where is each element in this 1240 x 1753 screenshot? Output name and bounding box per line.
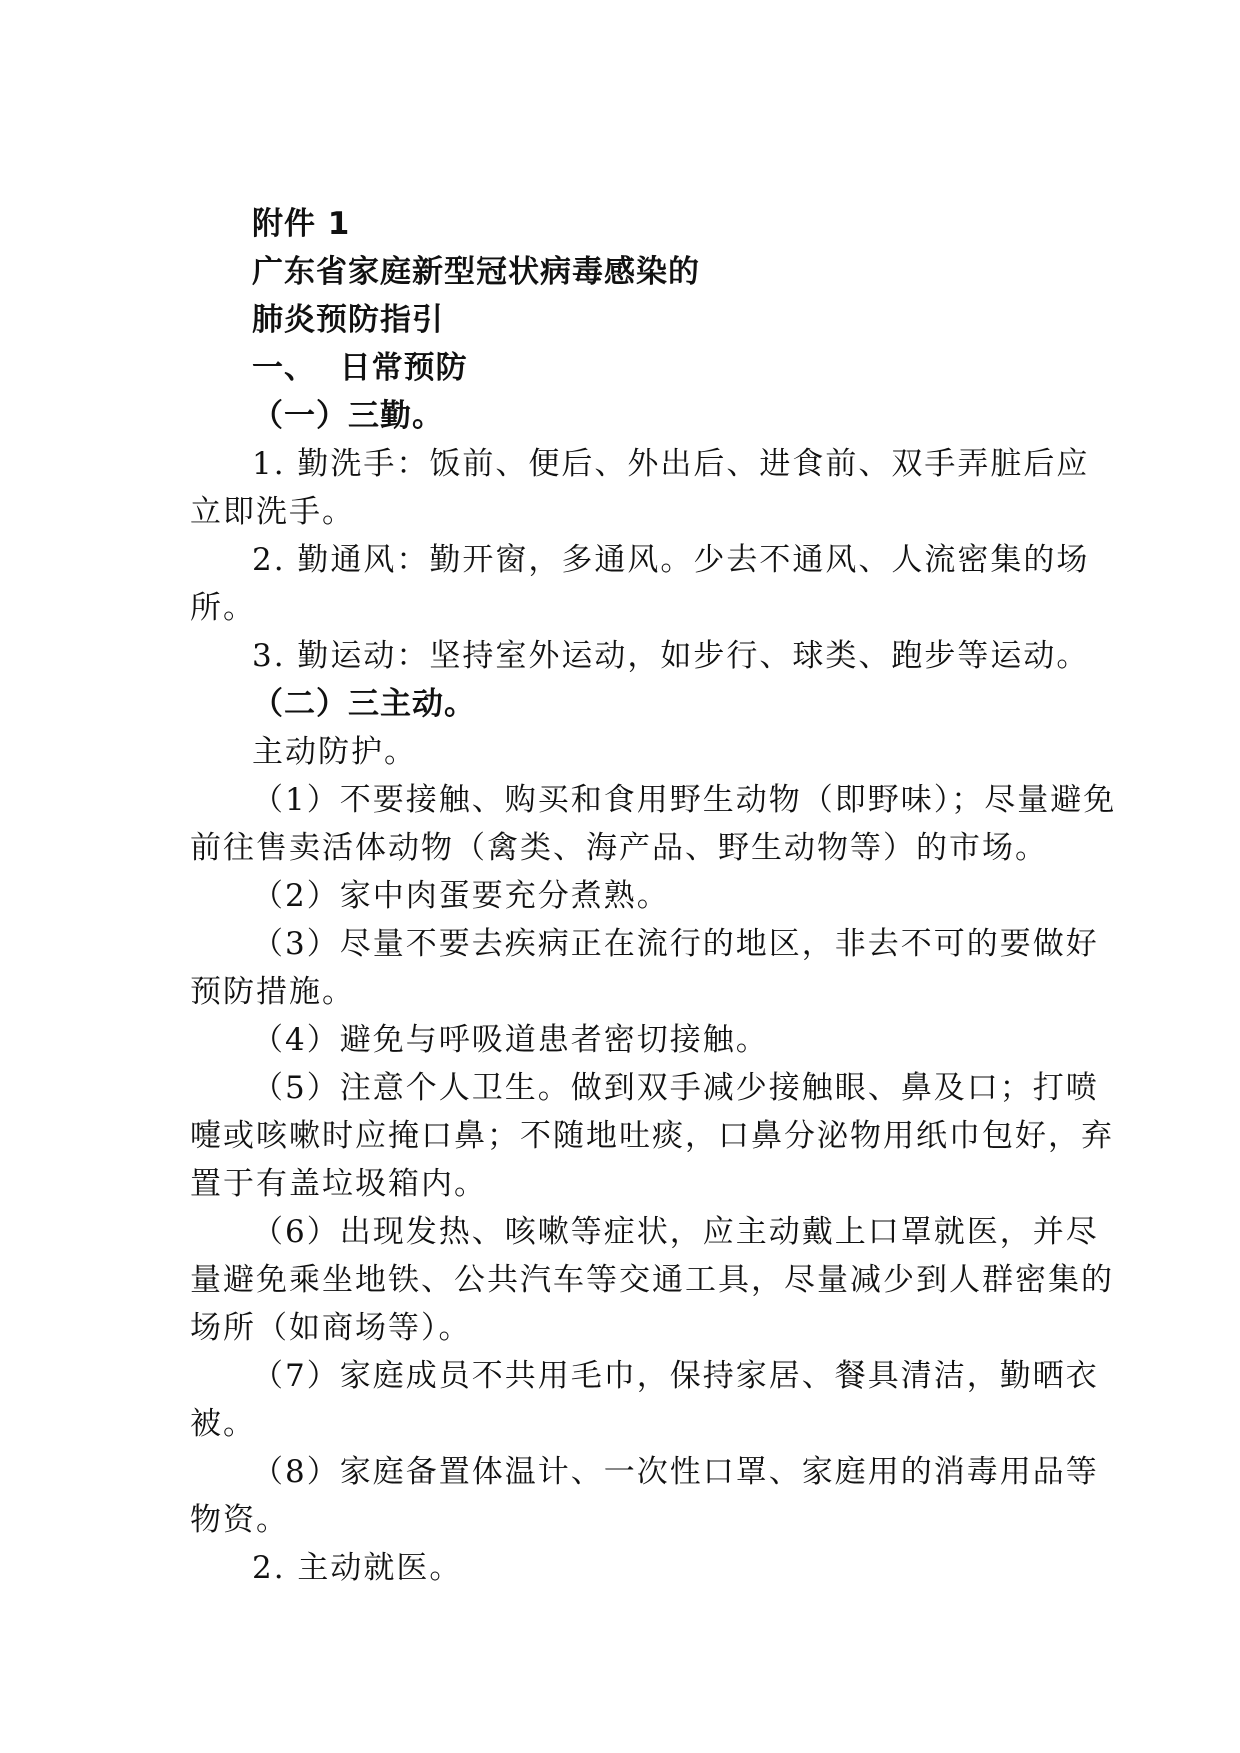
section-heading-daily-prevention: 一、 日常预防 — [252, 350, 468, 386]
subheading-three-diligences: （一）三勤。 — [252, 398, 444, 434]
item-1-line-1: 1. 勤洗手：饭前、便后、外出后、进食前、双手弄脏后应 — [252, 446, 1090, 482]
point-1-line-1: （1）不要接触、购买和食用野生动物（即野味）；尽量避免 — [252, 782, 1117, 818]
point-7-line-1: （7）家庭成员不共用毛巾，保持家居、餐具清洁，勤晒衣 — [252, 1358, 1099, 1394]
item-1-line-2: 立即洗手。 — [190, 494, 355, 530]
point-3-line-2: 预防措施。 — [190, 974, 355, 1010]
attachment-label: 附件 1 — [252, 206, 351, 242]
subheading-three-actives: （二）三主动。 — [252, 686, 476, 722]
item-seek-medical-care: 2. 主动就医。 — [252, 1550, 463, 1586]
active-protection-label: 主动防护。 — [252, 734, 417, 770]
point-8-line-2: 物资。 — [190, 1502, 289, 1538]
point-1-line-2: 前往售卖活体动物（禽类、海产品、野生动物等）的市场。 — [190, 830, 1048, 866]
point-5-line-2: 嚏或咳嗽时应掩口鼻；不随地吐痰，口鼻分泌物用纸巾包好，弃 — [190, 1118, 1114, 1154]
point-8-line-1: （8）家庭备置体温计、一次性口罩、家庭用的消毒用品等 — [252, 1454, 1099, 1490]
point-6-line-3: 场所（如商场等）。 — [190, 1310, 472, 1346]
point-6-line-2: 量避免乘坐地铁、公共汽车等交通工具，尽量减少到人群密集的 — [190, 1262, 1114, 1298]
point-5-line-3: 置于有盖垃圾箱内。 — [190, 1166, 487, 1202]
item-3-line-1: 3. 勤运动：坚持室外运动，如步行、球类、跑步等运动。 — [252, 638, 1090, 674]
item-2-line-2: 所。 — [190, 590, 256, 626]
point-6-line-1: （6）出现发热、咳嗽等症状，应主动戴上口罩就医，并尽 — [252, 1214, 1099, 1250]
document-title-line-2: 肺炎预防指引 — [252, 302, 444, 338]
item-2-line-1: 2. 勤通风：勤开窗，多通风。少去不通风、人流密集的场 — [252, 542, 1090, 578]
point-3-line-1: （3）尽量不要去疾病正在流行的地区，非去不可的要做好 — [252, 926, 1099, 962]
point-5-line-1: （5）注意个人卫生。做到双手减少接触眼、鼻及口；打喷 — [252, 1070, 1099, 1106]
document-title-line-1: 广东省家庭新型冠状病毒感染的 — [252, 254, 700, 290]
point-7-line-2: 被。 — [190, 1406, 256, 1442]
point-4-line-1: （4）避免与呼吸道患者密切接触。 — [252, 1022, 769, 1058]
point-2-line-1: （2）家中肉蛋要充分煮熟。 — [252, 878, 670, 914]
